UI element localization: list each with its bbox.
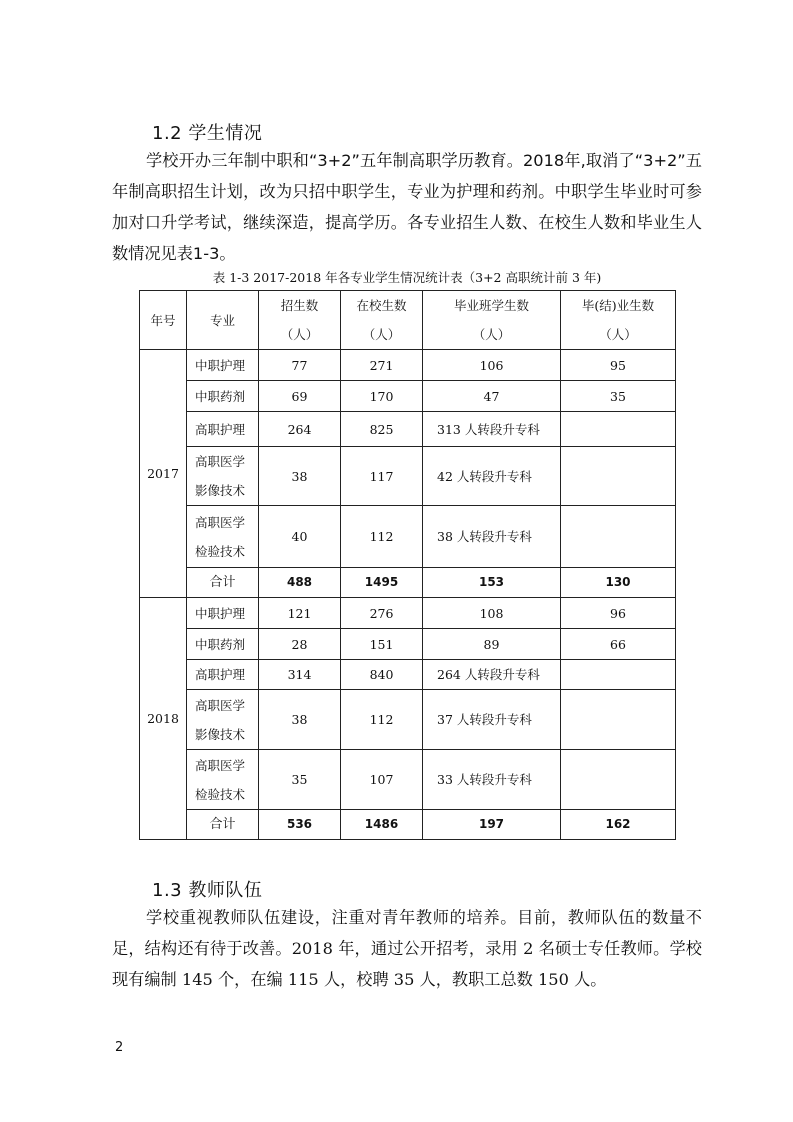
major-cell: 中职护理 xyxy=(187,350,259,381)
table-header-row xyxy=(140,291,676,350)
school-cell: 170 xyxy=(341,381,423,412)
major-cell: 中职护理 xyxy=(187,598,259,629)
total-school-cell: 1495 xyxy=(341,568,423,598)
total-row xyxy=(140,810,676,840)
major-cell: 高职护理 xyxy=(187,660,259,690)
major-cell xyxy=(187,506,259,568)
section-heading-1-2: 1.2 学生情况 xyxy=(152,123,263,144)
major-line1: 高职医学 xyxy=(195,454,246,469)
enroll-cell: 314 xyxy=(259,660,341,690)
header-enroll-line2: （人） xyxy=(280,327,319,342)
graduates-cell: 35 xyxy=(561,381,676,412)
header-year: 年号 xyxy=(140,291,187,350)
graduates-cell xyxy=(561,690,676,750)
major-cell xyxy=(187,447,259,506)
header-gradclass xyxy=(423,291,561,350)
school-cell: 271 xyxy=(341,350,423,381)
total-graduates-cell: 130 xyxy=(561,568,676,598)
total-label-cell: 合计 xyxy=(187,568,259,598)
major-cell xyxy=(187,750,259,810)
header-graduates xyxy=(561,291,676,350)
major-line1: 高职医学 xyxy=(195,757,246,773)
enroll-cell: 69 xyxy=(259,381,341,412)
section-heading-1-3: 1.3 教师队伍 xyxy=(152,880,263,901)
major-cell: 中职药剂 xyxy=(187,629,259,660)
enroll-cell: 40 xyxy=(259,506,341,568)
gradclass-cell: 38 人转段升专科 xyxy=(423,506,561,568)
gradclass-cell: 33 人转段升专科 xyxy=(423,750,561,810)
enroll-cell: 121 xyxy=(259,598,341,629)
graduates-cell xyxy=(561,750,676,810)
graduates-cell xyxy=(561,447,676,506)
major-line2: 影像技术 xyxy=(195,483,246,498)
school-cell: 117 xyxy=(341,447,423,506)
enroll-cell: 35 xyxy=(259,750,341,810)
header-major: 专业 xyxy=(187,291,259,350)
paragraph-student-info: 学校开办三年制中职和“3+2”五年制高职学历教育。2018年,取消了“3+2”五年制高职招生计划，改为只招中职学生，专业为护理和药剂。中职学生毕业时可参加对口升学考试，继续深造，提高学历。各专业招生人数、在校生人数和毕业生人数情况见表1-3。 xyxy=(112,151,702,263)
gradclass-cell: 108 xyxy=(423,598,561,629)
header-school-line2: （人） xyxy=(362,327,401,342)
table-row xyxy=(140,412,676,447)
gradclass-cell: 313 人转段升专科 xyxy=(423,412,561,447)
table-row xyxy=(140,506,676,568)
total-gradclass-cell: 197 xyxy=(423,810,561,840)
total-graduates-cell: 162 xyxy=(561,810,676,840)
major-line2: 检验技术 xyxy=(195,543,246,559)
school-cell: 840 xyxy=(341,660,423,690)
graduates-cell: 95 xyxy=(561,350,676,381)
school-cell: 112 xyxy=(341,690,423,750)
enroll-cell: 38 xyxy=(259,690,341,750)
table-row xyxy=(140,447,676,506)
graduates-cell xyxy=(561,660,676,690)
graduates-cell xyxy=(561,506,676,568)
total-enroll-cell: 536 xyxy=(259,810,341,840)
school-cell: 112 xyxy=(341,506,423,568)
enroll-cell: 28 xyxy=(259,629,341,660)
enroll-cell: 38 xyxy=(259,447,341,506)
school-cell: 107 xyxy=(341,750,423,810)
gradclass-cell: 89 xyxy=(423,629,561,660)
header-graduates-line2: （人） xyxy=(599,327,637,342)
major-line2: 检验技术 xyxy=(195,786,246,802)
major-cell: 中职药剂 xyxy=(187,381,259,412)
header-gradclass-line1: 毕业班学生数 xyxy=(453,298,529,313)
total-school-cell: 1486 xyxy=(341,810,423,840)
header-graduates-line1: 毕(结)业生数 xyxy=(581,298,655,313)
school-cell: 151 xyxy=(341,629,423,660)
year-cell: 2017 xyxy=(140,350,187,598)
graduates-cell: 96 xyxy=(561,598,676,629)
table-row xyxy=(140,629,676,660)
graduates-cell xyxy=(561,412,676,447)
table-row xyxy=(140,690,676,750)
header-enroll xyxy=(259,291,341,350)
table-row xyxy=(140,350,676,381)
major-line1: 高职医学 xyxy=(195,697,246,713)
school-cell: 276 xyxy=(341,598,423,629)
table-row xyxy=(140,381,676,412)
total-label-cell: 合计 xyxy=(187,810,259,840)
major-line2: 影像技术 xyxy=(195,726,246,742)
table-row xyxy=(140,598,676,629)
paragraph-teaching-staff: 学校重视教师队伍建设，注重对青年教师的培养。目前，教师队伍的数量不足，结构还有待于改善。2018 年，通过公开招考，录用 2 名硕士专任教师。学校现有编制 145 个，在编 115 人，校聘 35 人，教职工总数 150 人。 xyxy=(112,908,702,989)
header-school-line1: 在校生数 xyxy=(356,298,407,313)
gradclass-cell: 42 人转段升专科 xyxy=(423,447,561,506)
page-number: 2 xyxy=(115,1040,124,1055)
header-gradclass-line2: （人） xyxy=(472,327,511,342)
enroll-cell: 77 xyxy=(259,350,341,381)
gradclass-cell: 37 人转段升专科 xyxy=(423,690,561,750)
header-enroll-line1: 招生数 xyxy=(280,298,319,313)
year-cell: 2018 xyxy=(140,598,187,840)
student-stats-table xyxy=(139,290,676,840)
total-enroll-cell: 488 xyxy=(259,568,341,598)
table-row xyxy=(140,750,676,810)
enroll-cell: 264 xyxy=(259,412,341,447)
total-row xyxy=(140,568,676,598)
table-row xyxy=(140,660,676,690)
major-cell xyxy=(187,690,259,750)
gradclass-cell: 264 人转段升专科 xyxy=(423,660,561,690)
gradclass-cell: 106 xyxy=(423,350,561,381)
major-line1: 高职医学 xyxy=(195,514,246,530)
school-cell: 825 xyxy=(341,412,423,447)
table-caption: 表 1-3 2017-2018 年各专业学生情况统计表（3+2 高职统计前 3 年) xyxy=(212,270,602,285)
graduates-cell: 66 xyxy=(561,629,676,660)
total-gradclass-cell: 153 xyxy=(423,568,561,598)
header-school xyxy=(341,291,423,350)
major-cell: 高职护理 xyxy=(187,412,259,447)
gradclass-cell: 47 xyxy=(423,381,561,412)
